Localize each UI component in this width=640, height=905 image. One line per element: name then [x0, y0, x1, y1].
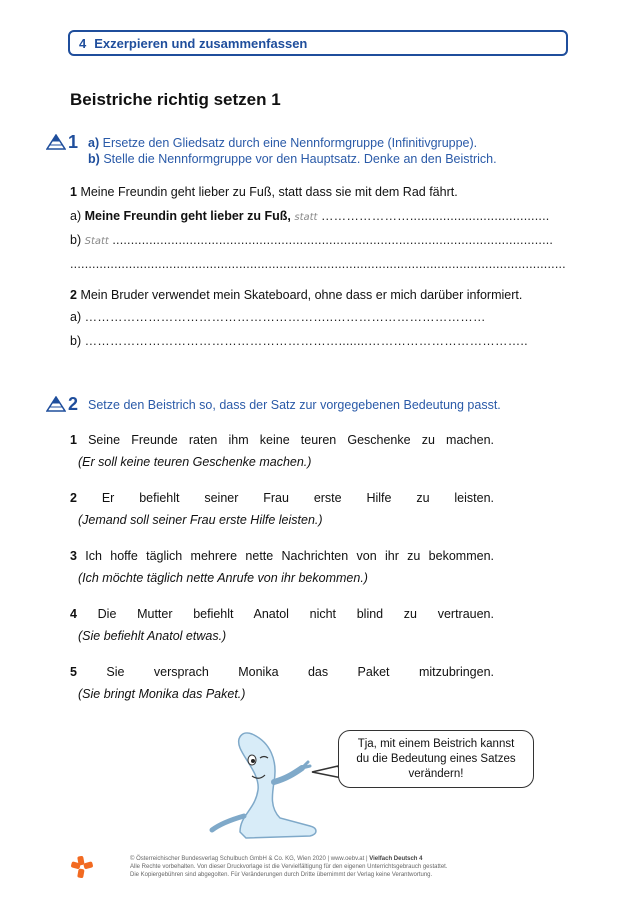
task-1-number: 1 [68, 132, 79, 152]
task-2-sentence-text[interactable]: Seine Freunde raten ihm keine teuren Geschenke zu machen. [88, 433, 494, 447]
task-1a-label: a) [88, 136, 100, 150]
chapter-number: 4 [79, 35, 87, 51]
exercise-2-text: Mein Bruder verwendet mein Skateboard, ohne dass er mich darüber informiert. [80, 288, 523, 302]
exercise-2b-line[interactable] [70, 334, 528, 348]
exercise-1a-answer-dots[interactable]: …………………...................................... [320, 209, 550, 223]
task-2-sentence-number: 3 [70, 549, 77, 563]
task-1-instructions [88, 135, 497, 167]
exercise-1a-label: a) [70, 209, 82, 223]
chapter-header [68, 30, 568, 56]
exercise-1a-line[interactable] [70, 209, 549, 223]
task-1b-label: b) [88, 152, 100, 166]
task-1a-text: Ersetze den Gliedsatz durch eine Nennformgruppe (Infinitivgruppe). [102, 136, 478, 150]
difficulty-triangle-icon [46, 396, 66, 412]
difficulty-triangle-icon [46, 134, 66, 150]
exercise-2b-label: b) [70, 334, 82, 348]
task-2-sentence-3[interactable] [70, 549, 494, 563]
exercise-1b-line[interactable] [70, 233, 553, 247]
exercise-1b-answer-dots[interactable]: ........................................................................................................................ [112, 233, 554, 247]
task-2-sentence-5[interactable] [70, 665, 494, 679]
task-2-sentence-1[interactable] [70, 433, 494, 447]
task-2-header [46, 394, 501, 414]
task-2-sentence-number: 2 [70, 491, 77, 505]
exercise-1-text: Meine Freundin geht lieber zu Fuß, statt dass sie mit dem Rad fährt. [80, 185, 458, 199]
exercise-1-answer-line-3[interactable]: ....................................................................................................................................... [70, 257, 566, 271]
task-2-sentence-text[interactable]: Die Mutter befiehlt Anatol nicht blind zu vertrauen. [97, 607, 494, 621]
task-2-sentence-number: 4 [70, 607, 77, 621]
task-2-sentence-number: 5 [70, 665, 77, 679]
task-2-number: 2 [68, 394, 79, 414]
exercise-1a-handwritten: statt [294, 212, 318, 223]
exercise-1a-prefix: Meine Freundin geht lieber zu Fuß, [84, 209, 291, 223]
exercise-1-sentence [70, 185, 458, 199]
exercise-2a-label: a) [70, 310, 82, 324]
exercise-1-number: 1 [70, 185, 77, 199]
task-2-sentence-text[interactable]: Sie versprach Monika das Paket mitzubringen. [106, 665, 495, 679]
task-2-meaning-1: (Er soll keine teuren Geschenke machen.) [78, 455, 312, 469]
footer-copyright [130, 855, 448, 879]
chapter-title: Exzerpieren und zusammenfassen [94, 35, 308, 51]
footer-line-2: Alle Rechte vorbehalten. Von dieser Druckvorlage ist die Vervielfältigung für den eigenen Unterrichtsgebrauch gestattet. [130, 864, 448, 870]
page-title: Beistriche richtig setzen 1 [70, 90, 281, 109]
exercise-2b-answer-dots[interactable]: ……………………………………………………........……………………………….. [84, 334, 528, 348]
publisher-logo-icon [70, 855, 94, 879]
task-2-meaning-4: (Sie befiehlt Anatol etwas.) [78, 629, 227, 643]
exercise-2-number: 2 [70, 288, 77, 302]
speech-bubble-line-1: Tja, mit einem Beistrich kannst [357, 738, 515, 750]
speech-bubble-line-3: verändern! [408, 768, 464, 780]
task-2-sentence-number: 1 [70, 433, 77, 447]
speech-bubble [338, 730, 534, 788]
task-1-header [46, 132, 497, 167]
exercise-2-sentence [70, 288, 522, 302]
task-2-meaning-5: (Sie bringt Monika das Paket.) [78, 687, 246, 701]
task-2-sentence-text[interactable]: Er befiehlt seiner Frau erste Hilfe zu leisten. [101, 491, 495, 505]
exercise-1b-handwritten: Statt [84, 236, 109, 247]
task-2-meaning-2: (Jemand soll seiner Frau erste Hilfe leisten.) [78, 513, 323, 527]
exercise-1b-label: b) [70, 233, 82, 247]
task-2-sentence-2[interactable] [70, 491, 494, 505]
task-2-instruction: Setze den Beistrich so, dass der Satz zur vorgegebenen Bedeutung passt. [88, 398, 501, 412]
exercise-2a-answer-dots[interactable]: …………………………………………………..……………………………… [84, 310, 486, 324]
task-2-meaning-3: (Ich möchte täglich nette Anrufe von ihr bekommen.) [78, 571, 368, 585]
task-1b-text: Stelle die Nennformgruppe vor den Hauptsatz. Denke an den Beistrich. [103, 152, 497, 166]
speech-bubble-line-2: du die Bedeutung eines Satzes [356, 753, 516, 765]
exercise-2a-line[interactable] [70, 310, 486, 324]
footer-line-3: Die Kopiergebühren sind abgegolten. Für Veränderungen durch Dritte übernimmt der Verlag keine Verantwortung. [130, 872, 433, 878]
footer-book-title: Vielfach Deutsch 4 [369, 856, 423, 862]
task-2-sentence-text[interactable]: Ich hoffe täglich mehrere nette Nachrichten von ihr zu bekommen. [85, 549, 494, 563]
footer-line-1: © Österreichischer Bundesverlag Schulbuch GmbH & Co. KG, Wien 2020 | www.oebv.at | [130, 856, 368, 862]
task-2-sentence-4[interactable] [70, 607, 494, 621]
